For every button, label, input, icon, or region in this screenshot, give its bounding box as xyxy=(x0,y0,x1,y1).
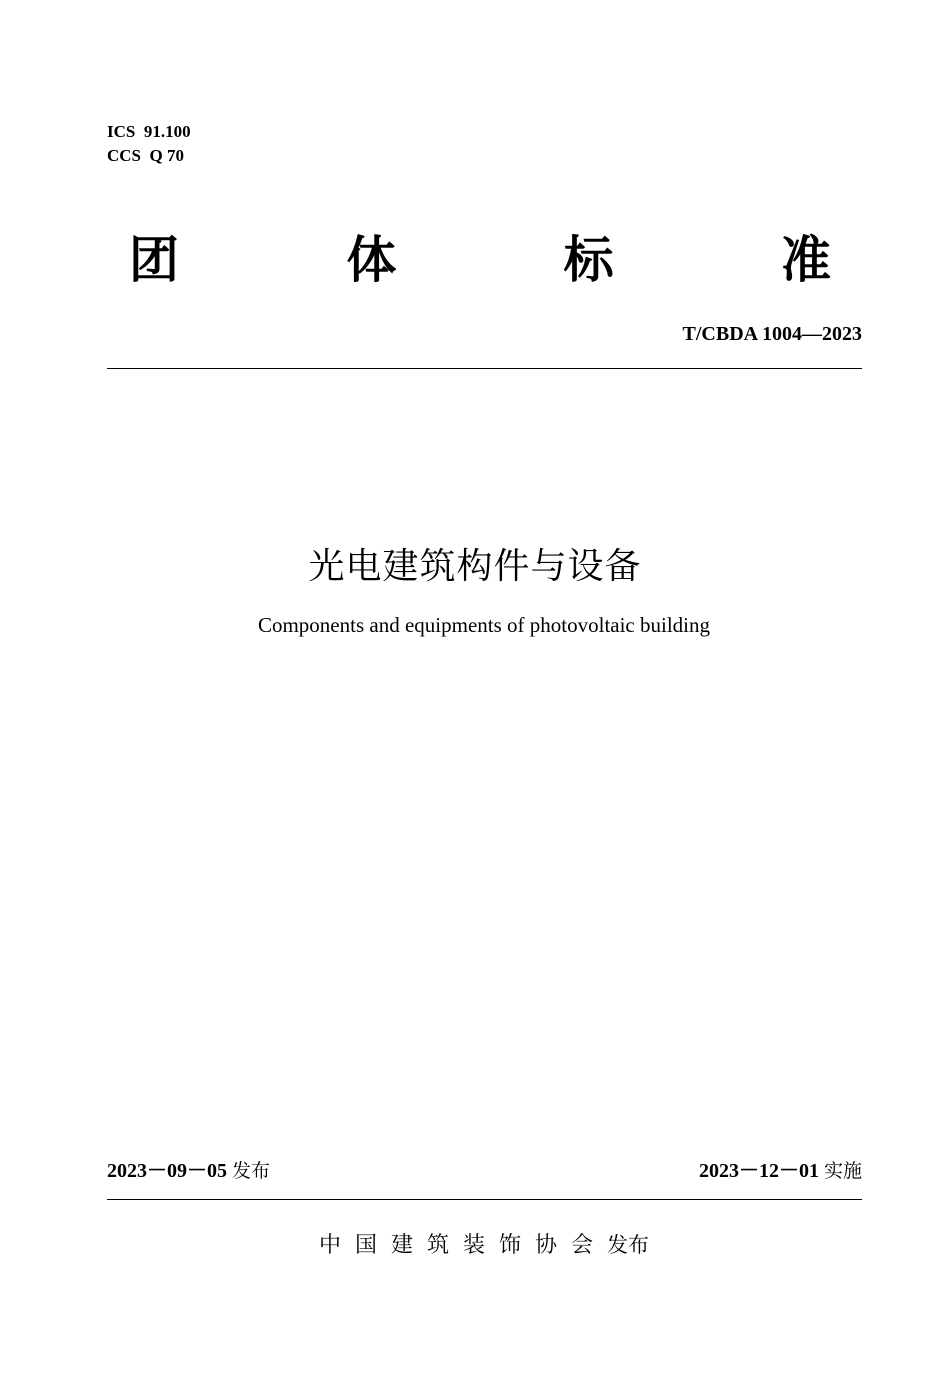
implementation-date-line xyxy=(699,1156,862,1186)
release-date: 2023－09－05 xyxy=(107,1160,227,1182)
bottom-divider xyxy=(107,1199,862,1200)
implementation-date: 2023－12－01 xyxy=(698,1160,819,1182)
classification-codes xyxy=(107,120,191,168)
standard-type-char: 标 xyxy=(563,231,614,289)
title-chinese: 光电建筑构件与设备 xyxy=(308,546,642,587)
top-divider xyxy=(107,368,862,369)
title-english: Components and equipments of photovoltaic building xyxy=(257,613,711,637)
standard-type-char: 体 xyxy=(346,231,397,289)
standard-type-char: 准 xyxy=(780,231,831,289)
ics-code: ICS 91.100 xyxy=(107,122,191,141)
standard-number: T/CBDA 1004—2023 xyxy=(682,323,862,345)
ccs-code: CCS Q 70 xyxy=(107,146,184,165)
publisher-org: 中国建筑装饰协会 xyxy=(318,1233,607,1258)
release-date-line xyxy=(107,1156,270,1186)
standard-type-char: 团 xyxy=(129,231,179,289)
release-label: 发布 xyxy=(232,1160,271,1182)
publisher-label: 发布 xyxy=(607,1233,649,1257)
publisher-line xyxy=(0,1229,950,1262)
implementation-label: 实施 xyxy=(823,1160,862,1182)
standard-type-heading xyxy=(108,228,852,292)
